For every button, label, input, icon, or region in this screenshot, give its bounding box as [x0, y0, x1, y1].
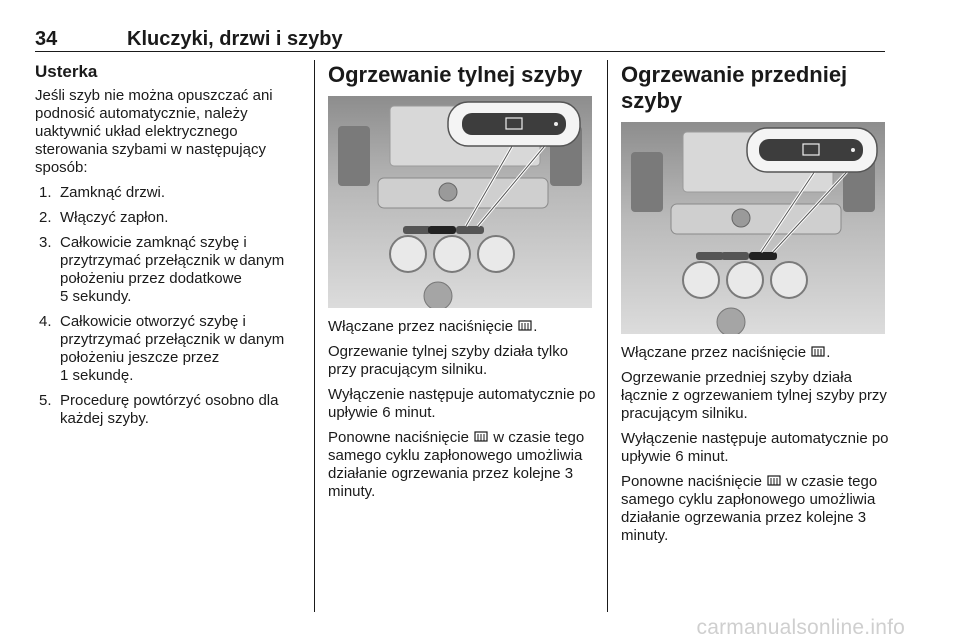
- list-item: [35, 209, 303, 227]
- paragraph: [328, 429, 596, 501]
- column-front-window-heating: [621, 62, 889, 552]
- step-number: 1.: [39, 184, 52, 201]
- column-rear-window-heating: [328, 62, 596, 508]
- step-text: Zamknąć drzwi.: [60, 184, 166, 201]
- dashboard-illustration-svg: [621, 122, 885, 334]
- column-divider: [314, 60, 315, 612]
- dashboard-illustration-svg: [328, 96, 592, 308]
- step-number: 3.: [39, 234, 52, 251]
- steps-list: [35, 184, 303, 428]
- step-number: 4.: [39, 313, 52, 330]
- paragraph-text: .: [533, 318, 538, 335]
- list-item: [35, 313, 303, 385]
- paragraph: [621, 344, 889, 362]
- paragraph-text: Ponowne naciśnięcie: [328, 429, 469, 446]
- paragraph-text: w czasie tego samego cyklu zapłonowego umożliwia działanie ogrzewania przez kolejne 3 minuty.: [621, 473, 878, 544]
- list-item: [35, 392, 303, 428]
- paragraph: Wyłączenie następuje automatycznie po upływie 6 minut.: [621, 430, 889, 465]
- list-item: [35, 234, 303, 306]
- column-divider: [607, 60, 608, 612]
- paragraph: Ogrzewanie przedniej szyby działa łącznie z ogrzewaniem tylnej szyby przy pracującym silniku.: [621, 369, 887, 422]
- paragraph-text: .: [826, 344, 831, 361]
- rear-window-heater-icon: [767, 474, 781, 488]
- step-number: 2.: [39, 209, 52, 226]
- rear-window-heater-icon: [518, 319, 532, 333]
- section-heading: Ogrzewanie tylnej szyby: [328, 62, 583, 87]
- page-title: Kluczyki, drzwi i szyby: [127, 28, 343, 50]
- paragraph-text: Włączane przez naciśnięcie: [621, 344, 807, 361]
- paragraph: [621, 473, 889, 545]
- step-text: 1 sekundę.: [60, 367, 134, 384]
- rear-window-heater-icon: [474, 430, 488, 444]
- dashboard-illustration: [328, 96, 592, 308]
- paragraph-text: Ponowne naciśnięcie: [621, 473, 762, 490]
- list-item: [35, 184, 303, 202]
- paragraph: [328, 318, 596, 336]
- watermark: carmanualsonline.info: [696, 616, 905, 639]
- page-number: 34: [35, 28, 58, 50]
- header-rule: [35, 51, 885, 52]
- step-text: Całkowicie otworzyć szybę i przytrzymać przełącznik w danym położeniu jeszcze przez: [60, 313, 285, 366]
- paragraph: Ogrzewanie tylnej szyby działa tylko przy pracującym silniku.: [328, 343, 569, 378]
- step-text: Procedurę powtórzyć osobno dla każdej szyby.: [60, 392, 279, 427]
- step-text: 5 sekundy.: [60, 288, 132, 305]
- step-text: Włączyć zapłon.: [60, 209, 169, 226]
- paragraph: Jeśli szyb nie można opuszczać ani podnosić automatycznie, należy uaktywnić układ elektrycznego sterowania szybami w następujący sposób:: [35, 87, 273, 176]
- step-number: 5.: [39, 392, 52, 409]
- column-troubleshooting: [35, 62, 303, 435]
- section-heading: Ogrzewanie przedniej szyby: [621, 62, 848, 113]
- page-header: [35, 28, 885, 52]
- paragraph: Wyłączenie następuje automatycznie po upływie 6 minut.: [328, 386, 596, 421]
- paragraph-text: w czasie tego samego cyklu zapłonowego umożliwia działanie ogrzewania przez kolejne 3 minuty.: [328, 429, 585, 500]
- section-heading: Usterka: [35, 62, 98, 81]
- dashboard-illustration: [621, 122, 885, 334]
- paragraph-text: Włączane przez naciśnięcie: [328, 318, 514, 335]
- step-text: Całkowicie zamknąć szybę i przytrzymać przełącznik w danym położeniu przez dodatkowe: [60, 234, 285, 287]
- rear-window-heater-icon: [811, 345, 825, 359]
